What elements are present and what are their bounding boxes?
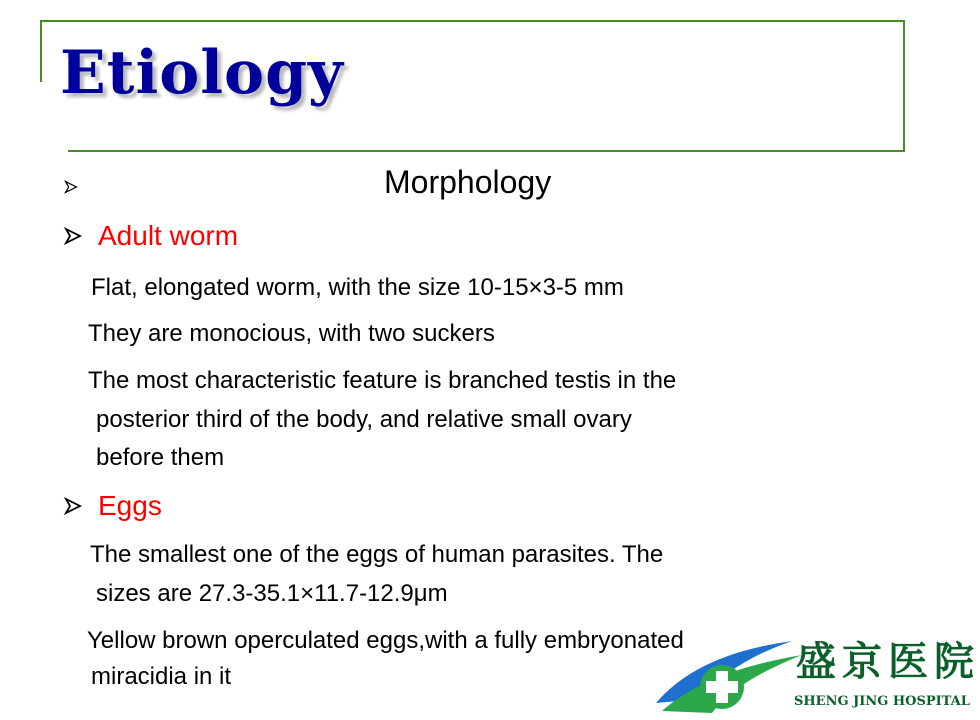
arrow-bullet-icon: [64, 497, 82, 515]
eggs-heading: Eggs: [98, 490, 162, 521]
arrow-bullet-icon: [64, 180, 78, 194]
adult-worm-heading: Adult worm: [98, 220, 239, 251]
section-heading: Morphology: [384, 164, 552, 200]
eggs-line-2a: Yellow brown operculated eggs,with a fully embryonated: [87, 627, 684, 654]
left-frame-line: [40, 20, 42, 82]
adult-worm-line-3a: The most characteristic feature is branched testis in the: [88, 367, 677, 394]
top-frame-line: [40, 20, 905, 22]
adult-worm-line-3c: before them: [96, 444, 225, 471]
slide-title: Etiology: [60, 38, 344, 108]
arrow-bullet-icon: [64, 227, 82, 245]
right-frame-line: [903, 20, 905, 152]
title-underline: [68, 150, 905, 152]
adult-worm-line-1: Flat, elongated worm, with the size 10-15×3-5 mm: [91, 274, 624, 301]
eggs-line-2b: miracidia in it: [91, 663, 232, 690]
eggs-line-1a: The smallest one of the eggs of human parasites. The: [90, 541, 664, 568]
adult-worm-line-3b: posterior third of the body, and relative small ovary: [96, 406, 632, 433]
eggs-line-1b: sizes are 27.3-35.1×11.7-12.9μm: [96, 580, 448, 607]
hospital-chinese-name: 盛京医院: [796, 638, 980, 685]
hospital-english-name: SHENG JING HOSPITAL: [794, 694, 970, 709]
adult-worm-line-2: They are monocious, with two suckers: [88, 320, 495, 347]
